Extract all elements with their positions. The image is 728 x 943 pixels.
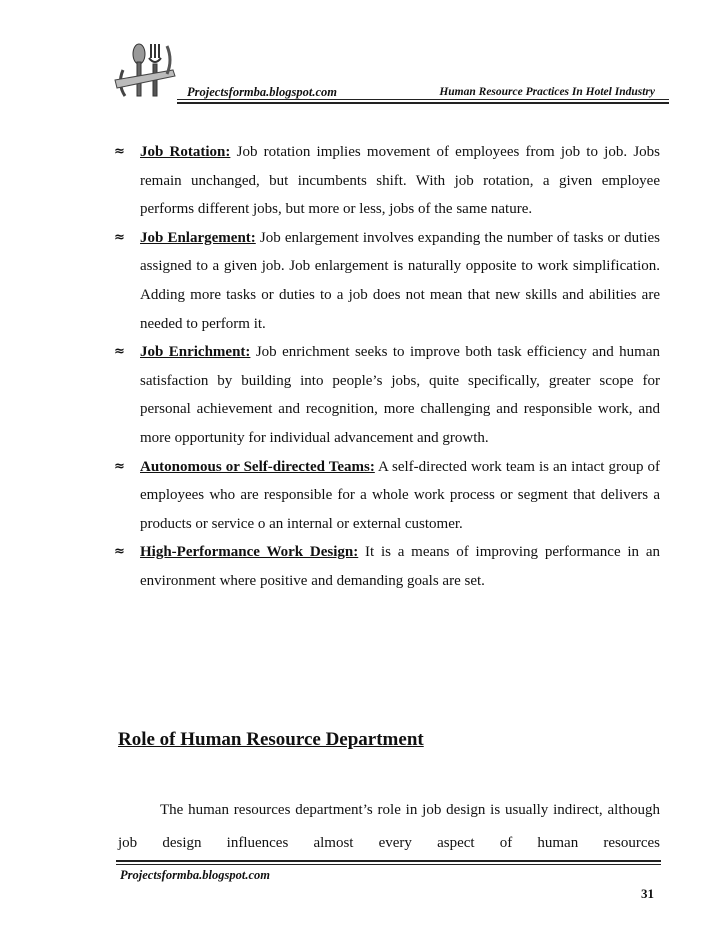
bullet-marker-icon: ≈	[114, 344, 125, 360]
bullet-term: Job Enrichment:	[140, 344, 251, 361]
bullet-marker-icon: ≈	[114, 544, 125, 560]
bullet-marker-icon: ≈	[114, 458, 125, 474]
bullet-high-performance-design	[114, 538, 660, 595]
bullet-job-enlargement	[114, 224, 660, 338]
bullet-self-directed-teams	[114, 453, 660, 539]
bullet-text: Job enlargement involves expanding the number of tasks or duties assigned to a given job. Job enlargement is naturally opposite to work simplification. Adding more tasks or duties to a job does not mean that new skills and abilities are needed to perform it.	[140, 229, 660, 332]
header-document-title: Human Resource Practices In Hotel Industry	[439, 86, 655, 98]
job-design-bullet-list	[114, 138, 660, 596]
bullet-text: Job enrichment seeks to improve both task efficiency and human satisfaction by building into people’s jobs, quite specifically, greater scope for personal achievement and recognition, more challenging and responsible work, and more opportunity for individual advancement and growth.	[140, 344, 661, 446]
bullet-marker-icon: ≈	[114, 229, 125, 245]
bullet-job-enrichment	[114, 338, 660, 452]
bullet-term: High-Performance Work Design:	[140, 544, 359, 561]
page-number: 31	[641, 886, 654, 901]
bullet-term: Autonomous or Self-directed Teams:	[140, 458, 375, 475]
bullet-job-rotation	[114, 138, 660, 224]
page-header	[113, 34, 669, 104]
header-divider-thick	[177, 102, 669, 104]
footer-divider	[116, 864, 661, 865]
bullet-text: Job rotation implies movement of employees from job to job. Jobs remain unchanged, but incumbents shift. With job rotation, a given employee performs different jobs, but more or less, jobs of the same nature.	[140, 144, 660, 218]
bullet-term: Job Rotation:	[140, 144, 231, 160]
footer-site-name: Projectsformba.blogspot.com	[120, 868, 270, 882]
footer-divider-thick	[116, 860, 661, 862]
section-heading: Role of Human Resource Department	[118, 729, 424, 750]
bullet-marker-icon: ≈	[114, 144, 125, 159]
bullet-term: Job Enlargement:	[140, 229, 256, 246]
cutlery-logo-icon	[113, 40, 183, 100]
bullet-text: A self-directed work team is an intact group of employees who are responsible for a whole work process or segment that delivers a products or service o an internal or external customer.	[140, 458, 660, 532]
section-paragraph: The human resources department’s role in job design is usually indirect, although job design influences almost every aspect of human resources	[118, 802, 660, 851]
header-divider	[177, 99, 669, 100]
bullet-text: It is a means of improving performance in an environment where positive and demanding goals are set.	[140, 544, 660, 589]
header-site-name: Projectsformba.blogspot.com	[187, 85, 337, 99]
